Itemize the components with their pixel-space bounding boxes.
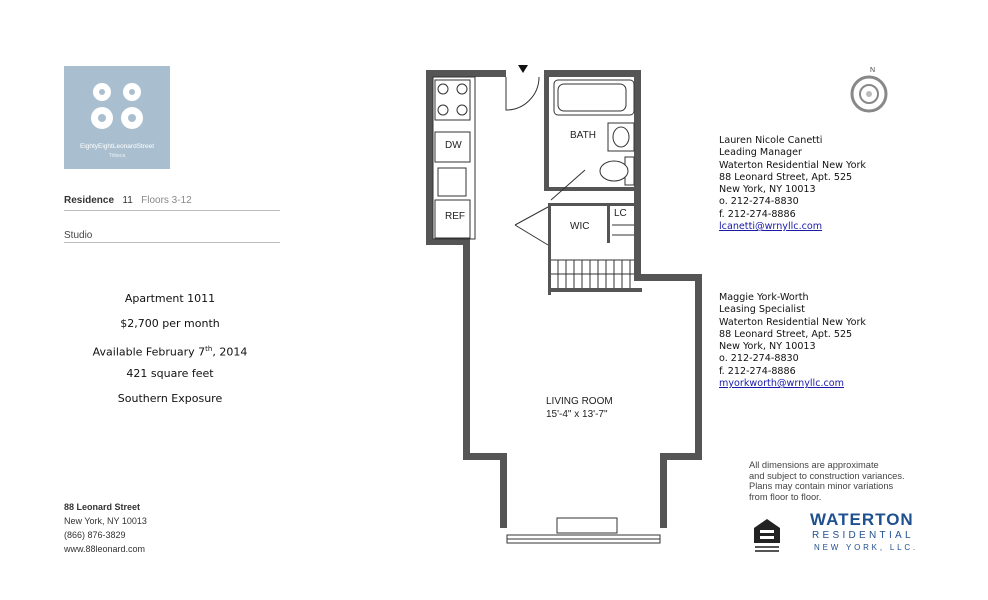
contact-email-link[interactable]: lcanetti@wrnyllc.com [719,221,823,233]
contact-name: Maggie York-Worth [719,292,809,303]
apartment-details [70,292,270,417]
contact-name: Lauren Nicole Canetti [719,135,823,146]
building-address [64,500,147,556]
divider [64,210,280,211]
apartment-number: Apartment 1011 [124,292,216,305]
address-phone: (866) 876-3829 [64,530,126,540]
living-room-dimensions: 15'-4" x 13'-7" [546,409,608,420]
contact-fax: f. 212-274-8886 [719,365,796,377]
square-footage: 421 square feet [126,367,214,380]
address-city: New York, NY 10013 [64,516,147,526]
floor-plan [420,60,710,560]
brand-residential: RESIDENTIAL [812,530,914,541]
refrigerator-label: REF [445,211,465,222]
compass-north: N [870,67,876,74]
linen-closet-label: LC [614,208,627,219]
disclaimer-line: from floor to floor. [749,491,822,502]
brand-location: NEW YORK, LLC. [814,543,918,552]
building-logo [64,66,170,169]
contact-office-phone: o. 212-274-8830 [719,353,799,365]
living-room-label: LIVING ROOM [546,396,613,407]
contact-city: New York, NY 10013 [719,341,816,353]
contact-email-link[interactable]: myorkworth@wrnyllc.com [719,378,845,390]
disclaimer-line: All dimensions are approximate [749,460,879,470]
logo-text: EightyEightLeonardStreet [79,143,155,150]
logo-subtext: Tribeca [108,153,126,159]
contact-company: Waterton Residential New York [719,316,866,328]
address-website[interactable]: www.88leonard.com [64,544,146,554]
contact-office-phone: o. 212-274-8830 [719,196,799,208]
compass-icon [849,68,889,120]
availability: Available February 7th, 2014 [92,345,248,359]
contact-title: Leasing Specialist [719,304,805,316]
dishwasher-label: DW [445,140,462,151]
88-logo-icon [87,78,147,136]
contact-company: Waterton Residential New York [719,159,866,171]
contact-title: Leading Manager [719,147,802,159]
disclaimer-line: and subject to construction variances. [749,470,905,481]
price: $2,700 per month [120,317,220,330]
wic-label: WIC [570,221,590,232]
contact-fax: f. 212-274-8886 [719,208,796,220]
brand-name: WATERTON [810,510,914,529]
equal-housing-icon [752,517,782,553]
residence-number: 11 [122,195,133,206]
disclaimer-line: Plans may contain minor variations [749,481,894,491]
residence-line [64,195,192,206]
contact-card-1 [719,135,866,233]
contact-city: New York, NY 10013 [719,184,816,196]
divider [64,242,280,243]
contact-card-2 [719,292,866,390]
residence-floors: Floors 3-12 [141,195,192,206]
disclaimer [749,460,905,502]
contact-address: 88 Leonard Street, Apt. 525 [719,171,853,183]
exposure: Southern Exposure [117,392,223,405]
contact-address: 88 Leonard Street, Apt. 525 [719,328,853,340]
address-street: 88 Leonard Street [64,502,141,512]
bath-label: BATH [570,130,596,141]
unit-type: Studio [64,230,93,241]
residence-label: Residence [64,195,115,206]
